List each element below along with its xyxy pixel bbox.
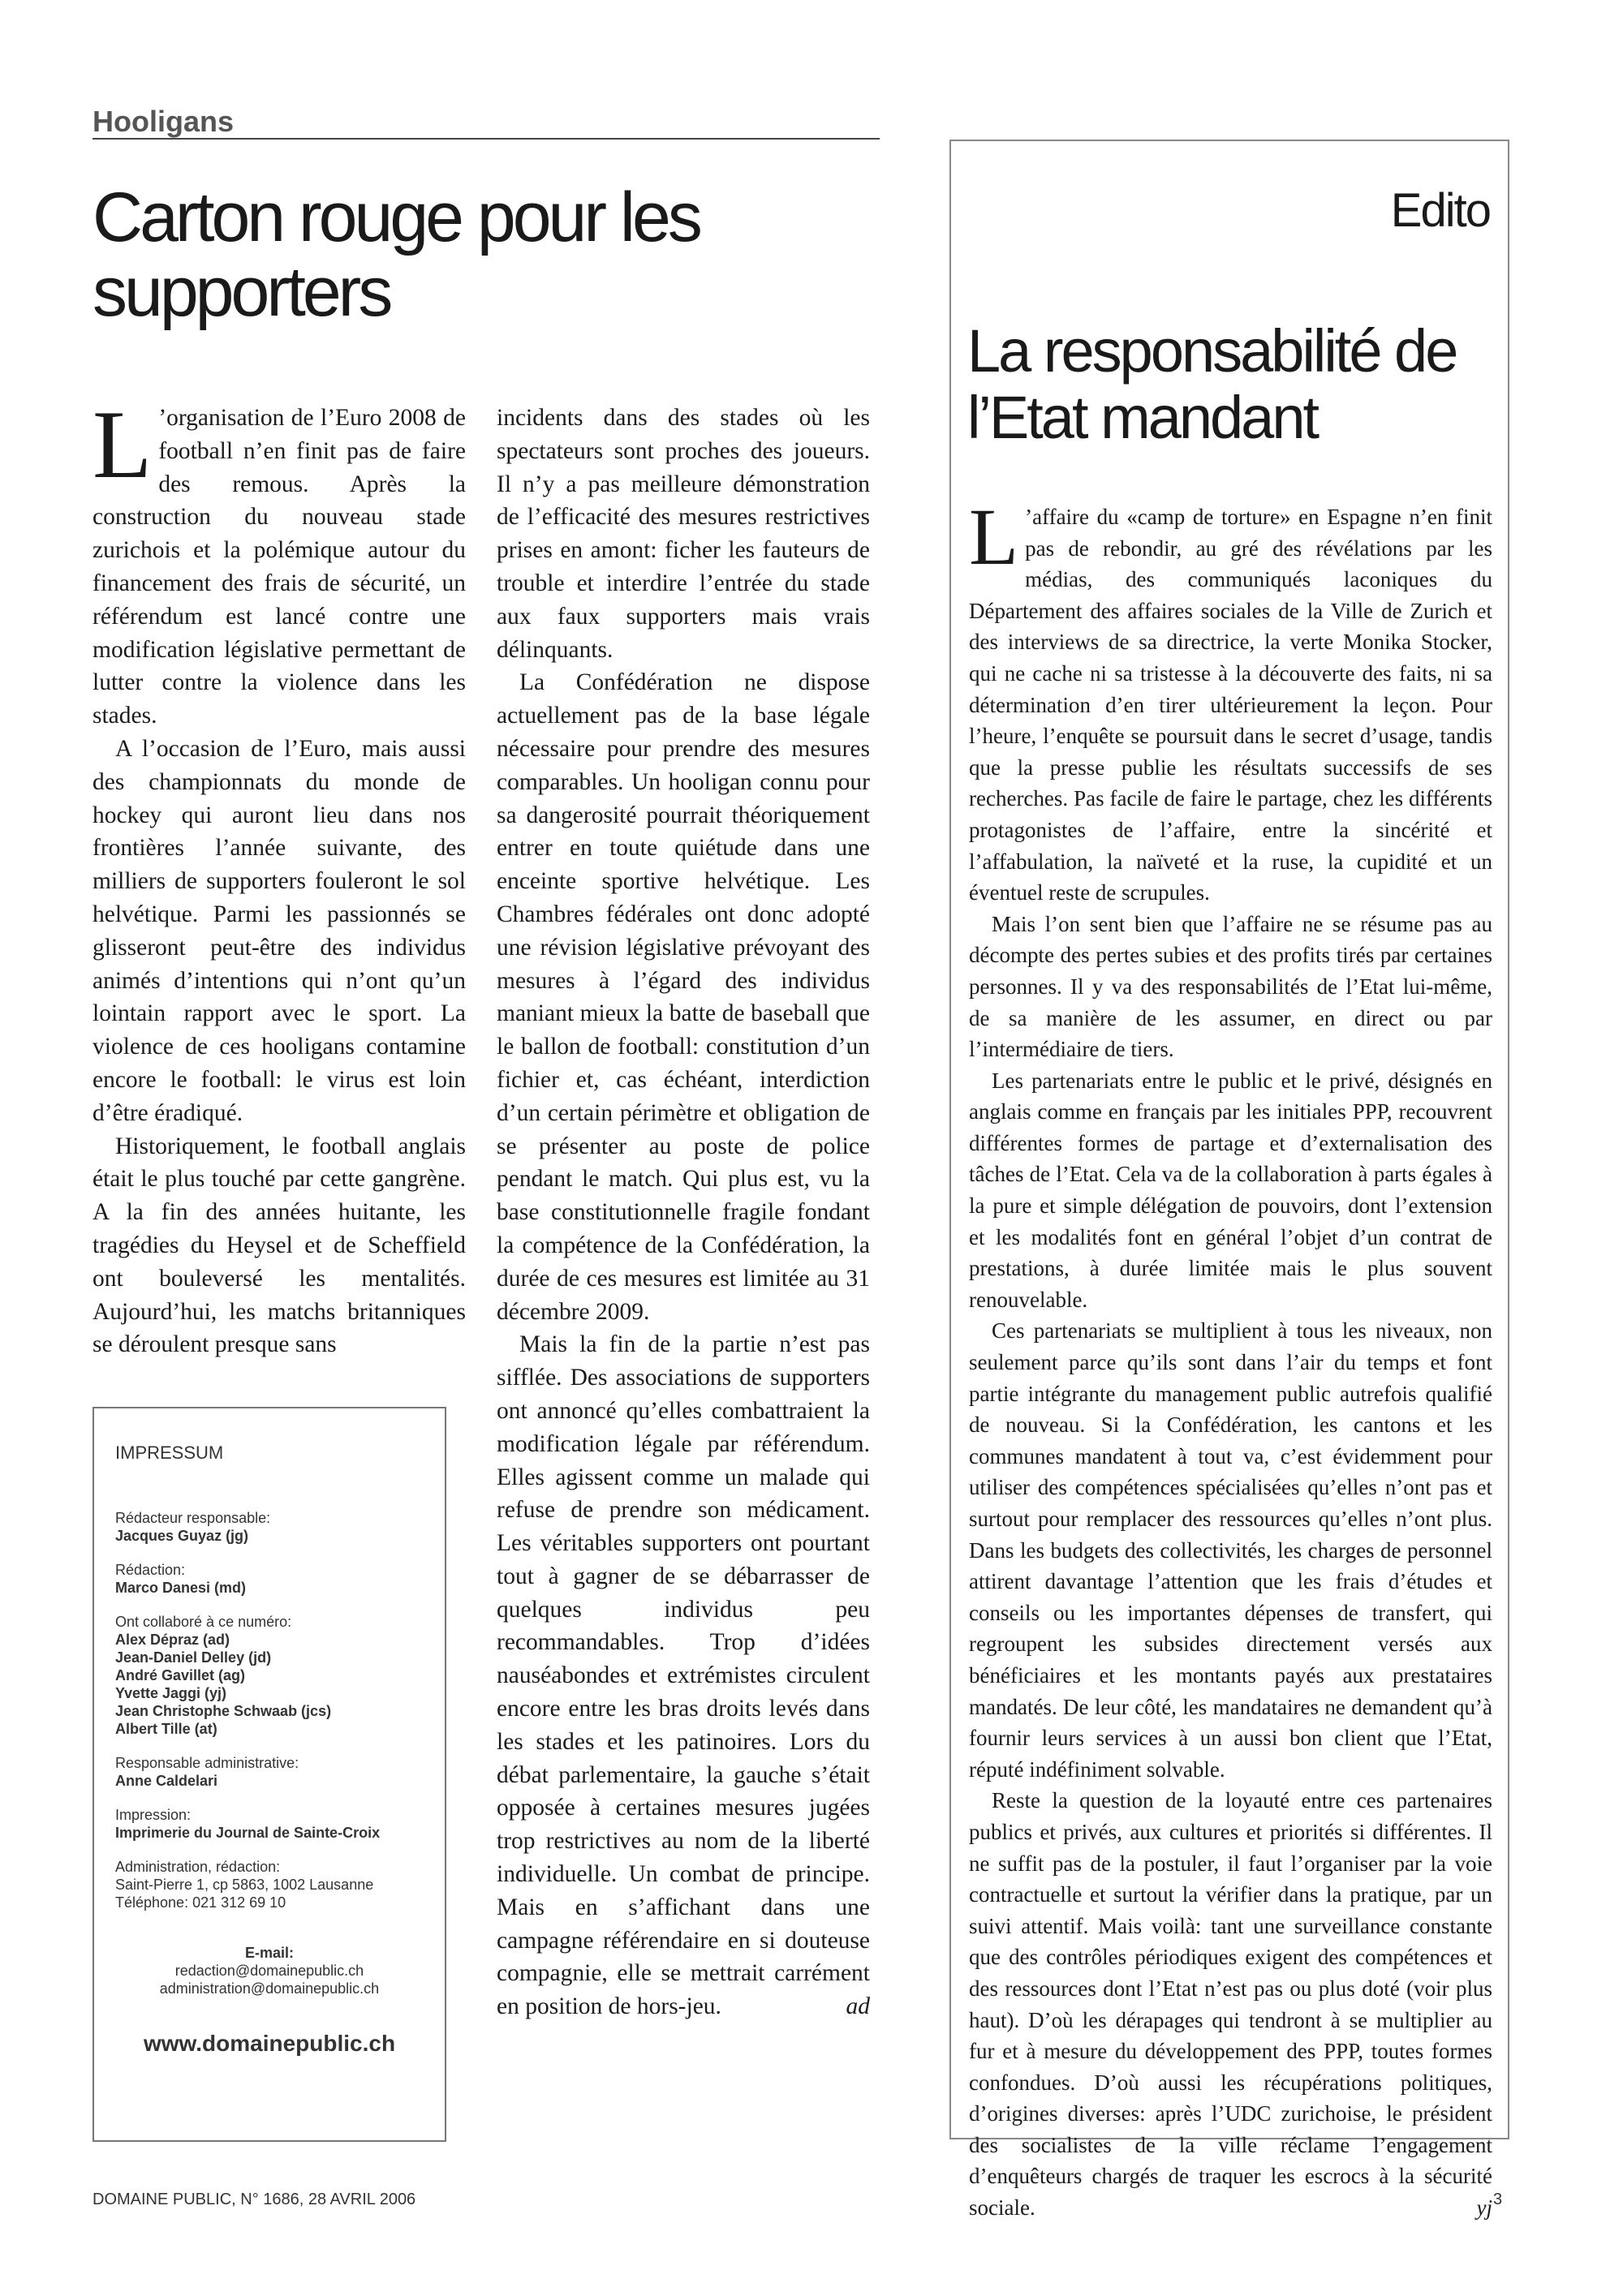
article-paragraph: A l’occasion de l’Euro, mais aussi des championnats du monde de hockey qui auront lieu dans nos frontières l’année suivante, des milliers de supporters fouleront le sol helvétique. Parmi les passionnés se glisseront peut-être des individus animés d’intentions qui n’ont qu’un lointain rapport avec le sport. La violence de ces hooligans contamine encore le football: le virus est loin d’être éradiqué.	[93, 735, 466, 1126]
article-column-1	[93, 390, 466, 1361]
article-paragraph: Historiquement, le football anglais était le plus touché par cette gangrène. A la fin des années huitante, les tragédies du Heysel et de Scheffield ont bouleversé les mentalités. Aujourd’hui, les matchs britanniques se déroulent presque sans	[93, 1133, 466, 1358]
edito-paragraph: Ces partenariats se multiplient à tous les niveaux, non seulement parce qu’ils sont dans l’air du temps et font partie intégrante du management public autrefois qualifié de nouveau. Si la Confédération, les cantons et les communes mandatent à tout va, c’est évidemment pour utiliser des compétences spécialisées qu’elles n’ont pas et surtout pour remplacer des ressources qu’elles n’ont plus. Dans les budgets des collectivités, les charges de personnel attirent davantage l’attention que les frais d’études et conseils ou les importantes dépenses de transfert, qui regroupent les subsides directement versés aux bénéficiaires et les montants payés aux prestataires mandatés. De leur côté, les mandataires ne demandent qu’à fournir leurs services à un aussi bon client que l’Etat, réputé indéfiniment solvable.	[969, 1318, 1492, 1782]
edito-paragraph: L ’affaire du «camp de torture» en Espagne n’en finit pas de rebondir, au gré des révélations par les médias, des communiqués laconiques du Département des affaires sociales de la Ville de Zurich et des interviews de sa directrice, la verte Monika Stocker, qui ne cache ni sa tristesse à la découverte des faits, ni sa détermination d’en tirer ultérieurement la leçon. Pour l’heure, l’enquête se poursuit dans le secret d’usage, tandis que la presse publie les résultats successifs de ses recherches. Pas facile de faire le partage, chez les différents protagonistes de l’affaire, entre la sincérité et l’affabulation, la naïveté et la ruse, la cupidité et un éventuel reste de scrupules.	[969, 492, 1492, 905]
article-column-2	[497, 402, 870, 2023]
edito-paragraph: Reste la question de la loyauté entre ces partenaires publics et privés, aux cultures et priorités si différentes. Il ne suffit pas de la postuler, il faut l’organiser par la voie contractuelle et surtout la vérifier dans la pratique, par un suivi attentif. Mais voilà: tant une surveillance constante que des contrôles périodiques exigent des compétences et des ressources dont l’Etat n’est pas ou plus doté (voir plus haut). D’où les dérapages qui tendront à se multiplier au fur et à mesure du développement des PPP, toutes formes confondues. D’où aussi les récupérations politiques, d’origines diverses: après l’UDC zurichoise, le président des socialistes de la ville réclame l’engagement d’enquêteurs chargés de traquer les escrocs à la sécurité sociale. yj	[969, 1785, 1492, 2223]
impressum-email: E-mail: redaction@domainepublic.ch administration@domainepublic.ch	[115, 1944, 424, 1997]
email-link[interactable]: redaction@domainepublic.ch	[174, 1963, 364, 1979]
email-link[interactable]: administration@domainepublic.ch	[159, 1980, 380, 1997]
impressum-admin: Administration, rédaction: Saint-Pierre 1, cp 5863, 1002 Lausanne Téléphone: 021 312 69 10	[115, 1859, 374, 1911]
edito-label: Edito	[1390, 184, 1490, 237]
impressum-block: Rédaction: Marco Danesi (md)	[115, 1562, 247, 1596]
impressum-heading: IMPRESSUM	[115, 1443, 224, 1463]
section-label: Hooligans	[93, 105, 880, 140]
edito-title: La responsabilité de l’Etat mandant	[967, 317, 1457, 451]
drop-cap: L	[93, 390, 153, 498]
article-paragraph: Mais la fin de la partie n’est pas sifflée. Des associations de supporters ont annoncé qu’elles combattraient la modification légale par référendum. Elles agissent comme un malade qui refuse de prendre son médicament. Les véritables supporters ont pourtant tout à gagner de se débarrasser de quelques individus peu recommandables. Trop d’idées nauséabondes et extrémistes circulent encore entre les bras droits levés dans les stades et les patinoires. Lors du débat parlementaire, la gauche s’était opposée à certaines mesures jugées trop restrictives au nom de la liberté individuelle. Un combat de principe. Mais en s’affichant dans une campagne référendaire en si douteuse compagnie, elle se mettrait carrément en position de hors-jeu. ad	[497, 1328, 870, 2023]
drop-cap: L	[969, 492, 1019, 582]
website-link[interactable]: www.domainepublic.ch	[143, 2031, 396, 2056]
article-paragraph: La Confédération ne dispose actuellement pas de la base légale nécessaire pour prendre des mesures comparables. Un hooligan connu pour sa dangerosité pourrait théoriquement entrer en toute quiétude dans une enceinte sportive helvétique. Les Chambres fédérales ont donc adopté une révision législative prévoyant des mesures à l’égard des individus maniant mieux la batte de baseball que le ballon de football: constitution d’un fichier et, cas échéant, interdiction d’un certain périmètre et obligation de se présenter au poste de police pendant le match. Qui plus est, vu la base constitutionnelle fragile fondant la compétence de la Confédération, la durée de ces mesures est limitée au 31 décembre 2009.	[497, 669, 870, 1325]
footer-publication: DOMAINE PUBLIC, N° 1686, 28 AVRIL 2006	[93, 2191, 416, 2208]
edito-text	[969, 492, 1492, 2224]
article-paragraph: L ’organisation de l’Euro 2008 de football n’en finit pas de faire des remous. Après la construction du nouveau stade zurichois et la polémique autour du financement des frais de sécurité, un référendum est lancé contre une modification législative permettant de lutter contre la violence dans les stades.	[93, 390, 466, 729]
article-title: Carton rouge pour les supporters	[93, 178, 700, 331]
edito-paragraph: Mais l’on sent bien que l’affaire ne se résume pas au décompte des pertes subies et des profits tirés par certaines personnes. Il y va des responsabilités de l’Etat lui-même, de sa manière de les assumer, en direct ou par l’intermédiaire de tiers.	[969, 911, 1492, 1062]
author-signature: yj	[1476, 2195, 1492, 2221]
page-number: 3	[1493, 2191, 1503, 2208]
edito-box	[949, 140, 1509, 2221]
article-paragraph: incidents dans des stades où les spectateurs sont proches des joueurs. Il n’y a pas meilleure démonstration de l’efficacité des mesures restrictives prises en amont: ficher les fauteurs de trouble et interdire l’entrée du stade aux faux supporters mais vrais délinquants.	[497, 405, 870, 663]
author-signature: ad	[846, 1993, 870, 2020]
impressum-block: Impression: Imprimerie du Journal de Sainte-Croix	[115, 1807, 381, 1841]
impressum-block: Responsable administrative: Anne Caldelari	[115, 1755, 299, 1789]
impressum-block: Rédacteur responsable: Jacques Guyaz (jg)	[115, 1510, 271, 1544]
impressum-block: Ont collaboré à ce numéro: Alex Dépraz (ad) Jean-Daniel Delley (jd) André Gavillet (ag) Yvette Jaggi (yj) Jean Christophe Schwaab (jcs) Albert Tille (at)	[115, 1614, 332, 1737]
impressum-box	[93, 1407, 446, 2142]
edito-paragraph: Les partenariats entre le public et le privé, désignés en anglais comme en français par les initiales PPP, recouvrent différentes formes de partage et d’externalisation des tâches de l’Etat. Cela va de la collaboration à parts égales à la pure et simple délégation de pouvoirs, dont l’extension et les modalités font en général l’objet d’un contrat de prestations, à durée limitée mais le plus souvent renouvelable.	[969, 1068, 1492, 1312]
